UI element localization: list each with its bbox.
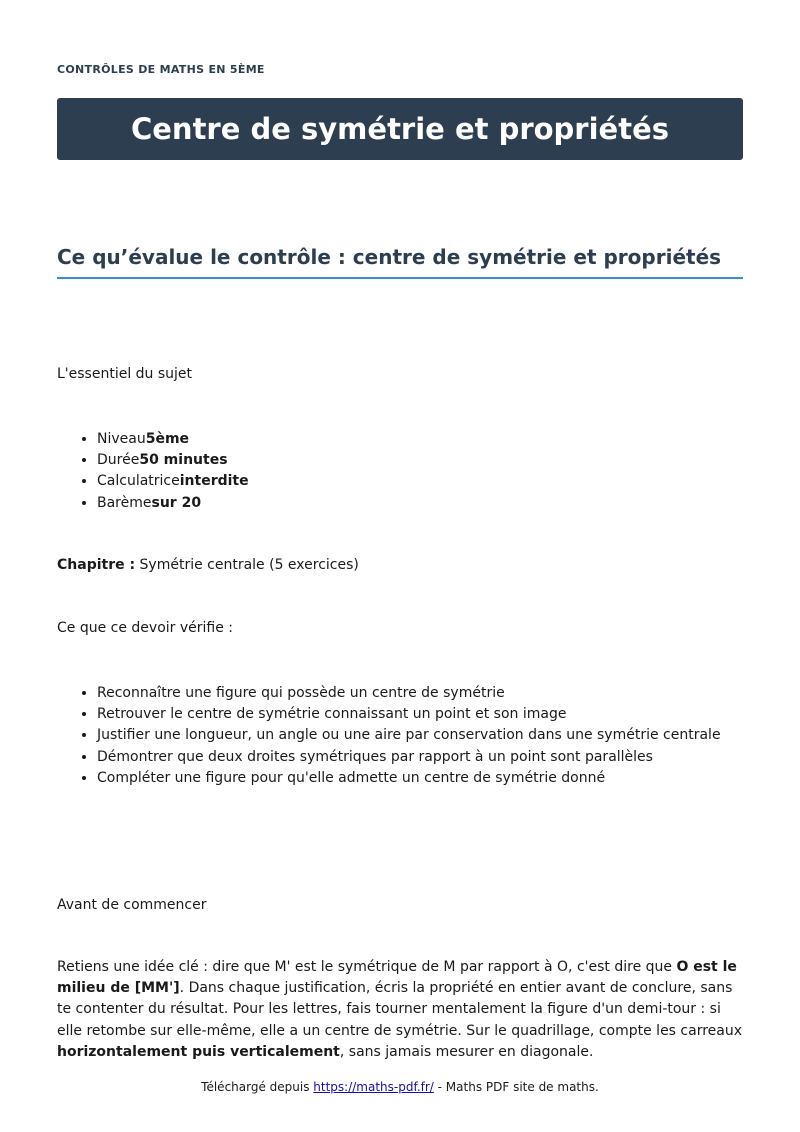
list-item: • Calculatriceinterdite [97,471,249,492]
chapter-value: Symétrie centrale (5 exercices) [135,557,359,573]
essentiel-label: L'essentiel du sujet [57,366,193,382]
chapter-label: Chapitre : [57,557,136,573]
list-item: • Compléter une figure pour qu'elle admette un centre de symétrie donné [97,768,721,789]
chapter-line [57,557,359,573]
list-item: • Niveau5ème [97,429,249,450]
series-kicker: CONTRÔLES DE MATHS EN 5ÈME [57,63,265,76]
avant-paragraph: Retiens une idée clé : dire que M' est le symétrique de M par rapport à O, c'est dire que O est le milieu de [MM']. Dans chaque justification, écris la propriété en entier avant de conclure, sans te contenter du résultat. Pour les lettres, fais tourner mentalement la figure d'un demi-tour : si elle retombe sur elle-même, elle a un centre de symétrie. Sur le quadrillage, compte les carreaux horizontalement puis verticalement, sans jamais mesurer en diagonale. [57,959,743,1060]
footer-link[interactable]: https://maths-pdf.fr/ [313,1080,434,1094]
list-item: • Durée50 minutes [97,450,249,471]
section-title: Ce qu’évalue le contrôle : centre de symétrie et propriétés [57,245,743,279]
list-item: • Reconnaître une figure qui possède un centre de symétrie [97,683,721,704]
essentiel-list [57,429,249,514]
verifie-list [57,683,721,789]
title-banner [57,98,743,160]
avant-label: Avant de commencer [57,897,207,913]
page-title: Centre de symétrie et propriétés [130,112,670,146]
verifie-label: Ce que ce devoir vérifie : [57,620,234,636]
list-item: • Barèmesur 20 [97,493,249,514]
list-item: • Justifier une longueur, un angle ou une aire par conservation dans une symétrie centrale [97,725,721,746]
list-item: • Démontrer que deux droites symétriques par rapport à un point sont parallèles [97,747,721,768]
list-item: • Retrouver le centre de symétrie connaissant un point et son image [97,704,721,725]
footer: Téléchargé depuis https://maths-pdf.fr/ - Maths PDF site de maths. [201,1080,599,1094]
